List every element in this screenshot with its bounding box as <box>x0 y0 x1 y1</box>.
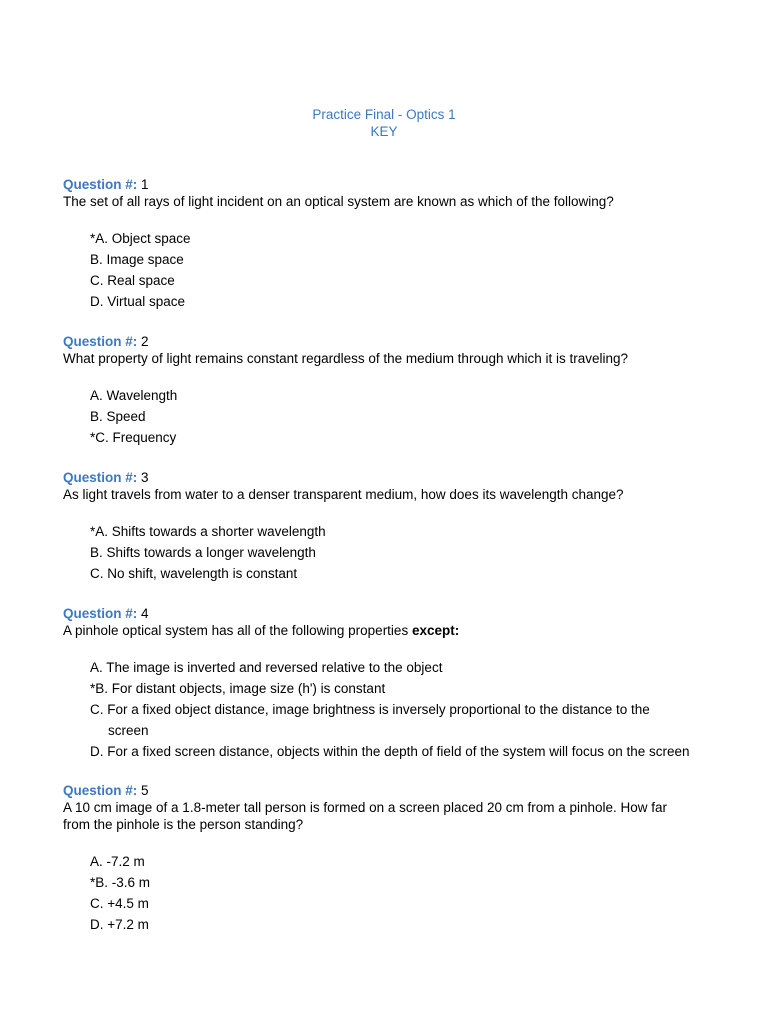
answer-option-text: C. For a fixed object distance, image brightness is inversely proportional to the distance to the <box>90 702 650 717</box>
answer-option: B. Image space <box>90 252 184 267</box>
answer-option: A. Wavelength <box>90 388 178 403</box>
answer-option: A. The image is inverted and reversed relative to the object <box>90 660 443 675</box>
question-number: 5 <box>141 783 149 798</box>
answer-option: D. Virtual space <box>90 294 186 309</box>
answer-option: D. For a fixed screen distance, objects within the depth of field of the system will focus on the screen <box>90 744 690 759</box>
answer-option: C. No shift, wavelength is constant <box>90 566 298 581</box>
question-3 <box>63 469 723 586</box>
answer-option: B. Shifts towards a longer wavelength <box>90 545 316 560</box>
answer-option-continuation: screen <box>108 723 149 738</box>
question-1 <box>63 176 723 314</box>
answer-option: *B. -3.6 m <box>90 875 151 890</box>
question-5 <box>63 782 723 937</box>
question-2 <box>63 333 723 450</box>
question-text-line-2: from the pinhole is the person standing? <box>63 817 304 832</box>
question-label: Question #: <box>63 470 138 485</box>
answer-options <box>90 387 723 446</box>
question-text: The set of all rays of light incident on an optical system are known as which of the following? <box>63 194 614 209</box>
answer-option: C. Real space <box>90 273 175 288</box>
document-header <box>0 106 768 140</box>
answer-option: B. Speed <box>90 409 146 424</box>
answer-option: *C. Frequency <box>90 430 177 445</box>
question-text: As light travels from water to a denser transparent medium, how does its wavelength change? <box>63 487 624 502</box>
question-number: 4 <box>141 606 149 621</box>
answer-option: *A. Object space <box>90 231 191 246</box>
question-label: Question #: <box>63 783 138 798</box>
answer-option: *B. For distant objects, image size (h') is constant <box>90 681 386 696</box>
answer-options <box>90 523 723 582</box>
question-label: Question #: <box>63 606 138 621</box>
question-heading <box>63 469 723 486</box>
question-label: Question #: <box>63 177 138 192</box>
question-text <box>63 622 723 639</box>
question-text-emphasis: except: <box>411 623 460 638</box>
answer-option: A. -7.2 m <box>90 854 145 869</box>
answer-option <box>90 701 723 739</box>
question-4 <box>63 605 723 764</box>
question-heading <box>63 176 723 193</box>
question-heading <box>63 782 723 799</box>
question-label: Question #: <box>63 334 138 349</box>
answer-option: C. +4.5 m <box>90 896 149 911</box>
answer-option: *A. Shifts towards a shorter wavelength <box>90 524 326 539</box>
question-heading <box>63 333 723 350</box>
answer-options <box>90 853 723 933</box>
question-number: 2 <box>141 334 149 349</box>
question-text-line-1: A 10 cm image of a 1.8-meter tall person is formed on a screen placed 20 cm from a pinhole. How far <box>63 800 668 815</box>
question-heading <box>63 605 723 622</box>
question-text: What property of light remains constant regardless of the medium through which it is traveling? <box>63 351 629 366</box>
question-text-main: A pinhole optical system has all of the following properties <box>63 623 412 638</box>
answer-options <box>90 230 723 310</box>
question-number: 3 <box>141 470 149 485</box>
question-number: 1 <box>141 177 149 192</box>
answer-option: D. +7.2 m <box>90 917 149 932</box>
document-title: Practice Final - Optics 1 <box>312 107 456 122</box>
answer-options <box>90 659 723 760</box>
document-subtitle: KEY <box>370 124 398 139</box>
